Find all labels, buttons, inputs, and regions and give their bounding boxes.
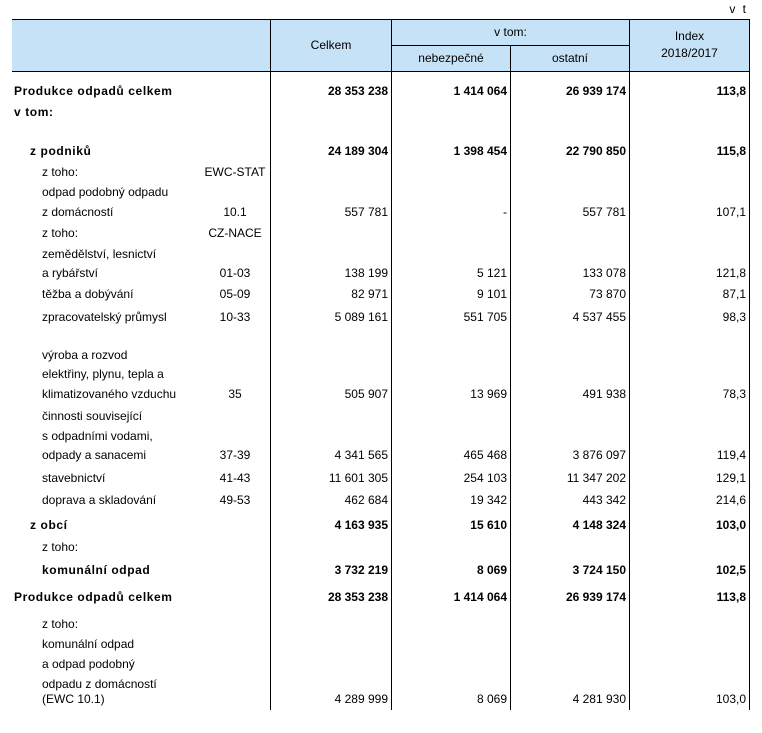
- row-code: 10-33: [219, 310, 251, 324]
- cell-nebezpecne: 8 069: [476, 563, 507, 577]
- header-celkem: Celkem: [310, 38, 352, 52]
- cell-nebezpecne: 15 610: [470, 518, 507, 532]
- row-code: 10.1: [223, 205, 247, 219]
- cell-ostatni: 11 347 202: [566, 471, 626, 485]
- cell-celkem: 557 781: [344, 205, 388, 219]
- cell-nebezpecne: 9 101: [476, 287, 507, 301]
- row-label: z toho:: [42, 617, 79, 631]
- row-code: 37-39: [219, 448, 251, 462]
- row-code: 41-43: [219, 471, 251, 485]
- row-label: komunální odpad: [42, 637, 135, 651]
- cell-nebezpecne: 13 969: [470, 387, 507, 401]
- divider-index: [629, 20, 630, 710]
- cell-ostatni: 133 078: [582, 266, 626, 280]
- row-code: 01-03: [219, 266, 251, 280]
- cell-celkem: 28 353 238: [327, 84, 388, 98]
- cell-ostatni: 3 876 097: [572, 448, 626, 462]
- cell-celkem: 4 289 999: [334, 692, 388, 706]
- cell-nebezpecne: 8 069: [476, 692, 507, 706]
- row-label: z podniků: [30, 144, 92, 158]
- cell-nebezpecne: 19 342: [470, 493, 507, 507]
- row-label: zpracovatelský průmysl: [42, 310, 167, 324]
- row-label: elektřiny, plynu, tepla a: [42, 367, 164, 381]
- row-label: Produkce odpadů celkem: [14, 590, 173, 604]
- divider-right: [749, 20, 750, 710]
- cell-celkem: 3 732 219: [334, 563, 388, 577]
- row-label: (EWC 10.1): [42, 692, 105, 706]
- cell-nebezpecne: -: [503, 205, 507, 219]
- cell-index: 78,3: [722, 387, 746, 401]
- row-label: odpadu z domácností: [42, 677, 157, 691]
- row-label: s odpadními vodami,: [42, 429, 153, 443]
- divider-celkem: [270, 20, 271, 710]
- cell-celkem: 24 189 304: [327, 144, 388, 158]
- cell-ostatni: 22 790 850: [565, 144, 626, 158]
- cell-index: 129,1: [715, 471, 746, 485]
- cell-index: 107,1: [715, 205, 746, 219]
- cell-ostatni: 557 781: [582, 205, 626, 219]
- cell-ostatni: 26 939 174: [565, 590, 626, 604]
- cell-celkem: 4 163 935: [334, 518, 388, 532]
- row-label: stavebnictví: [42, 471, 106, 485]
- header-index-years: 2018/2017: [661, 46, 718, 60]
- cell-celkem: 462 684: [344, 493, 388, 507]
- row-label: z toho:: [42, 540, 79, 554]
- cell-ostatni: 4 281 930: [572, 692, 626, 706]
- cell-nebezpecne: 1 398 454: [453, 144, 507, 158]
- header-nebezpecne: nebezpečné: [418, 51, 484, 65]
- header-bottom-rule: [12, 71, 750, 72]
- header-index: Index: [674, 29, 705, 43]
- row-label: komunální odpad: [42, 563, 151, 577]
- cell-celkem: 28 353 238: [327, 590, 388, 604]
- row-code: 49-53: [219, 493, 251, 507]
- cell-index: 113,8: [716, 590, 746, 604]
- cell-ostatni: 4 148 324: [572, 518, 626, 532]
- row-label: výroba a rozvod: [42, 348, 128, 362]
- cell-index: 113,8: [716, 84, 746, 98]
- row-label: v tom:: [14, 105, 54, 119]
- row-label: Produkce odpadů celkem: [14, 84, 173, 98]
- cell-index: 121,8: [715, 266, 746, 280]
- row-label: těžba a dobývání: [42, 287, 134, 301]
- cell-nebezpecne: 5 121: [476, 266, 507, 280]
- cell-ostatni: 443 342: [582, 493, 626, 507]
- unit-label: v t: [729, 2, 748, 16]
- cell-nebezpecne: 465 468: [463, 448, 507, 462]
- cell-index: 87,1: [722, 287, 746, 301]
- row-code: 35: [228, 387, 242, 401]
- row-label: klimatizovaného vzduchu: [42, 387, 177, 401]
- cell-nebezpecne: 254 103: [463, 471, 507, 485]
- cell-index: 98,3: [722, 310, 746, 324]
- row-label: odpad podobný odpadu: [42, 185, 169, 199]
- row-label: z domácností: [42, 205, 114, 219]
- cell-celkem: 138 199: [344, 266, 388, 280]
- cell-ostatni: 26 939 174: [565, 84, 626, 98]
- cell-celkem: 82 971: [351, 287, 388, 301]
- row-label: doprava a skladování: [42, 493, 157, 507]
- cell-index: 103,0: [715, 692, 746, 706]
- row-code: 05-09: [219, 287, 251, 301]
- header-v-tom: v tom:: [494, 25, 527, 39]
- row-label: zemědělství, lesnictví: [42, 247, 157, 261]
- row-label: z toho:: [42, 226, 79, 240]
- cell-celkem: 5 089 161: [334, 310, 388, 324]
- row-label: z toho:: [42, 165, 79, 179]
- cell-index: 103,0: [715, 518, 746, 532]
- cell-ostatni: 3 724 150: [572, 563, 626, 577]
- cell-celkem: 4 341 565: [334, 448, 388, 462]
- row-label: a rybářství: [42, 266, 99, 280]
- cell-nebezpecne: 1 414 064: [453, 590, 507, 604]
- header-top-rule: [12, 19, 750, 20]
- row-label: činnosti související: [42, 409, 143, 423]
- cell-index: 102,5: [715, 563, 746, 577]
- cell-ostatni: 4 537 455: [572, 310, 626, 324]
- cell-index: 119,4: [716, 448, 746, 462]
- cell-nebezpecne: 551 705: [463, 310, 507, 324]
- row-label: odpady a sanacemi: [42, 448, 147, 462]
- header-ostatni: ostatní: [551, 51, 589, 65]
- cell-ostatni: 491 938: [582, 387, 626, 401]
- cell-celkem: 505 907: [344, 387, 388, 401]
- divider-nebezpecne: [391, 20, 392, 710]
- row-code: EWC-STAT: [204, 165, 266, 179]
- cell-index: 115,8: [716, 144, 746, 158]
- row-label: z obcí: [30, 518, 68, 532]
- cell-ostatni: 73 870: [589, 287, 626, 301]
- row-label: a odpad podobný: [42, 657, 135, 671]
- cell-nebezpecne: 1 414 064: [453, 84, 507, 98]
- cell-index: 214,6: [715, 493, 746, 507]
- row-code: CZ-NACE: [208, 226, 262, 240]
- cell-celkem: 11 601 305: [328, 471, 388, 485]
